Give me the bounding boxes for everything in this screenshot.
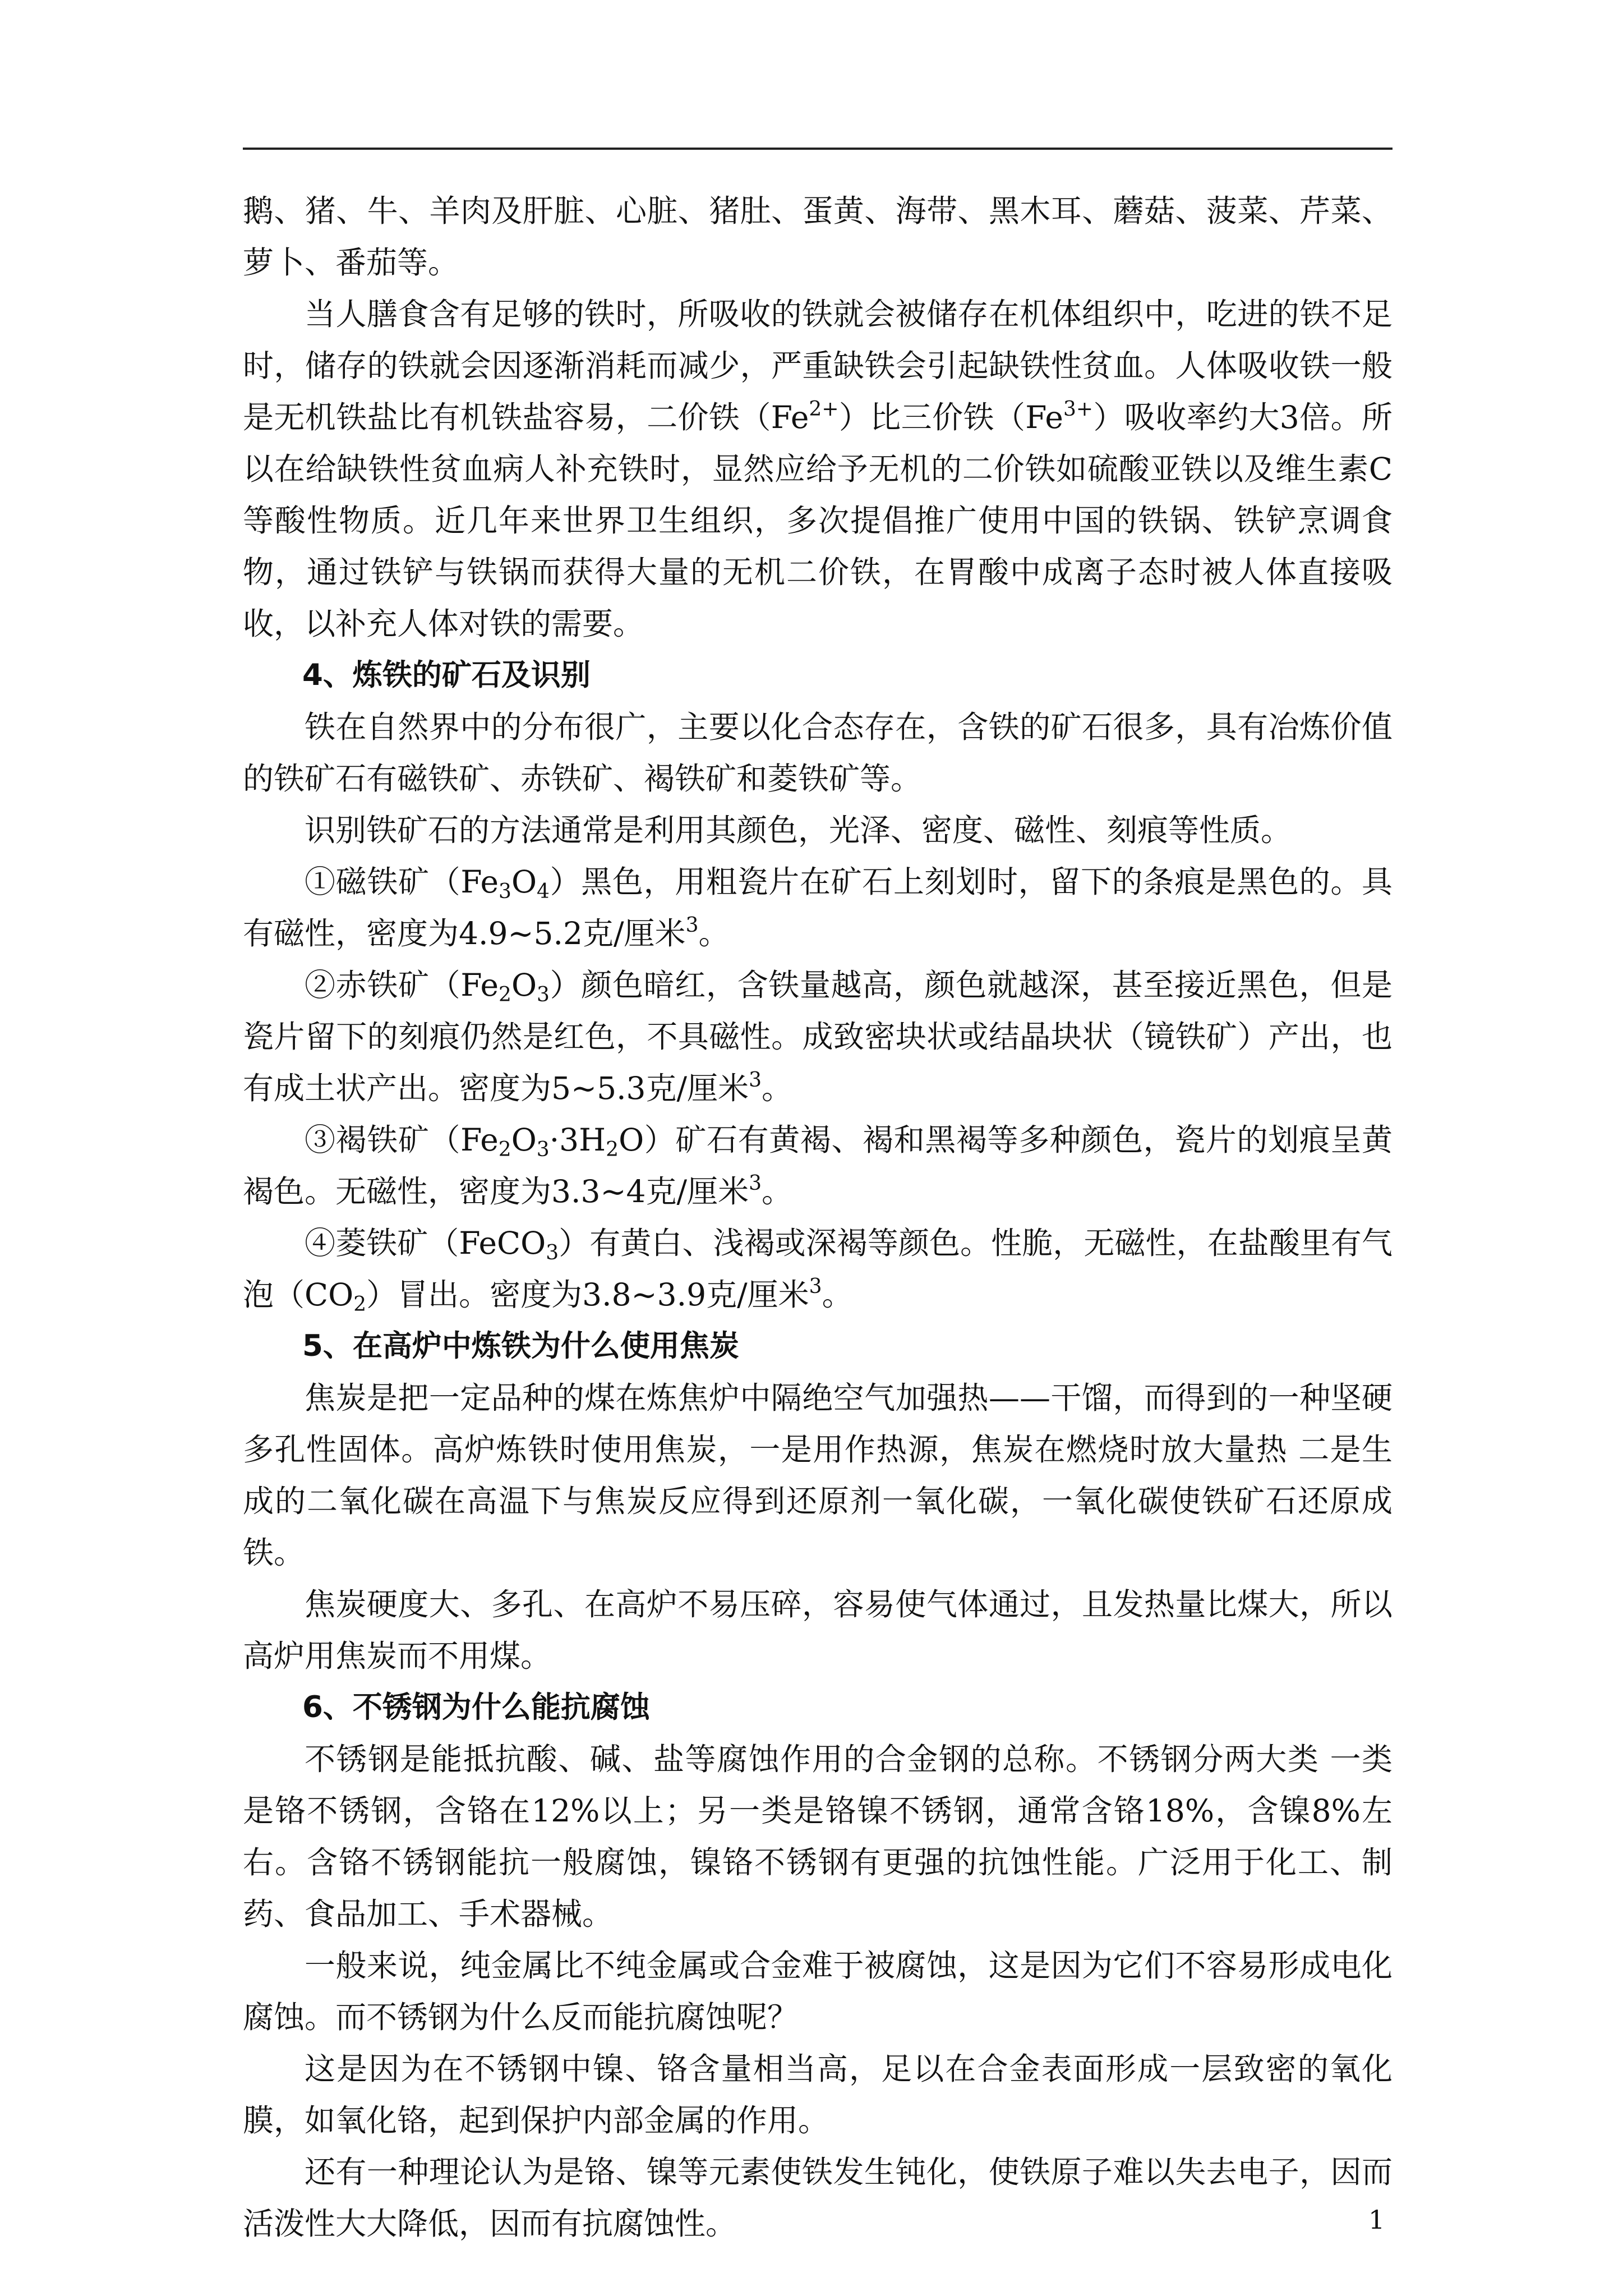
paragraph: 鹅、猪、牛、羊肉及肝脏、心脏、猪肚、蛋黄、海带、黑木耳、蘑菇、菠菜、芹菜、萝卜、番茄等。: [243, 193, 1393, 280]
paragraph: 铁在自然界中的分布很广，主要以化合态存在，含铁的矿石很多，具有冶炼价值的铁矿石有磁铁矿、赤铁矿、褐铁矿和菱铁矿等。: [243, 709, 1393, 797]
paragraph: 当人膳食含有足够的铁时，所吸收的铁就会被储存在机体组织中，吃进的铁不足时，储存的铁就会因逐渐消耗而减少，严重缺铁会引起缺铁性贫血。人体吸收铁一般是无机铁盐比有机铁盐容易，二价铁$(Fe^{2+})$比三价铁$(Fe^{3+})$吸收率约大3倍。所以在给缺铁性贫血病人补充铁时，显然应给予无机的二价铁如硫酸亚铁以及维生素C等酸性物质。近几年来世界卫生组织，多次提倡推广使用中国的铁锅、铁铲烹调食物，通过铁铲与铁锅而获得大量的无机二价铁，在胃酸中成离子态时被人体直接吸收，以补充人体对铁的需要。: [243, 296, 1393, 642]
paragraph: 一般来说，纯金属比不纯金属或合金难于被腐蚀，这是因为它们不容易形成电化腐蚀。而不锈钢为什么反而能抗腐蚀呢？: [243, 1948, 1393, 2035]
paragraph: 还有一种理论认为是铬、镍等元素使铁发生钝化，使铁原子难以失去电子，因而活泼性大大降低，因而有抗腐蚀性。: [243, 2154, 1393, 2242]
paragraph: 识别铁矿石的方法通常是利用其颜色，光泽、密度、磁性、刻痕等性质。: [305, 812, 1292, 848]
paragraph: ③褐铁矿$(Fe_2O_3\cdot 3H_2O)$矿石有黄褐、褐和黑褐等多种颜色，瓷片的划痕呈黄褐色。无磁性，密度为3.3~4克/厘米$^3$。: [243, 1122, 1393, 1209]
paragraph: 这是因为在不锈钢中镍、铬含量相当高，足以在合金表面形成一层致密的氧化膜，如氧化铬，起到保护内部金属的作用。: [243, 2051, 1393, 2138]
section-heading: 4、炼铁的矿石及识别: [302, 658, 591, 692]
section-heading: 5、在高炉中炼铁为什么使用焦炭: [302, 1329, 739, 1363]
paragraph: ④菱铁矿（FeCO$_3$）有黄白、浅褐或深褐等颜色。性脆，无磁性，在盐酸里有气泡$(CO_2)$冒出。密度为3.8~3.9克/厘米$^3$。: [243, 1225, 1393, 1316]
section-heading: 6、不锈钢为什么能抗腐蚀: [302, 1690, 650, 1724]
paragraph: ①磁铁矿$(Fe_3O_4)$黑色，用粗瓷片在矿石上刻划时，留下的条痕是黑色的。具有磁性，密度为4.9~5.2克/厘米$^3$。: [243, 864, 1393, 951]
paragraph: 不锈钢是能抵抗酸、碱、盐等腐蚀作用的合金钢的总称。不锈钢分两大类 一类是铬不锈钢，含铬在12%以上；另一类是铬镍不锈钢，通常含铬18%，含镍8%左右。含铬不锈钢能抗一般腐蚀，镍铬不锈钢有更强的抗蚀性能。广泛用于化工、制药、食品加工、手术器械。: [243, 1741, 1393, 1932]
page-number: 1: [1368, 2205, 1385, 2235]
header-rule: [243, 148, 1393, 150]
paragraph: ②赤铁矿$(Fe_2O_3)$颜色暗红，含铁量越高，颜色就越深，甚至接近黑色，但是瓷片留下的刻痕仍然是红色，不具磁性。成致密块状或结晶块状（镜铁矿）产出，也有成土状产出。密度为5~5.3克/厘米$^3$。: [243, 967, 1393, 1106]
paragraph: 焦炭硬度大、多孔、在高炉不易压碎，容易使气体通过，且发热量比煤大，所以高炉用焦炭而不用煤。: [243, 1586, 1393, 1674]
document-body: [243, 185, 1393, 2249]
paragraph: 焦炭是把一定品种的煤在炼焦炉中隔绝空气加强热——干馏，而得到的一种坚硬多孔性固体。高炉炼铁时使用焦炭，一是用作热源，焦炭在燃烧时放大量热 二是生成的二氧化碳在高温下与焦炭反应得到还原剂一氧化碳，一氧化碳使铁矿石还原成铁。: [243, 1380, 1393, 1571]
